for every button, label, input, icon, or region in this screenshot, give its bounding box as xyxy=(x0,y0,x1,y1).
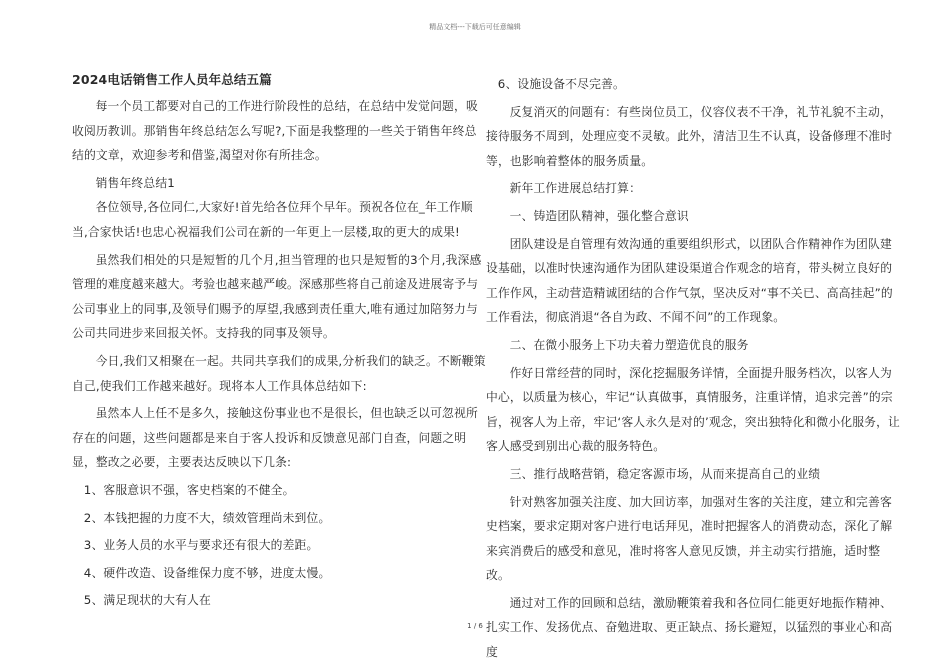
paragraph: 每一个员工都要对自己的工作进行阶段性的总结，在总结中发觉问题，吸收阅历教训。那销售年终总结怎么写呢?,下面是我整理的一些关于销售年终总结的文章，欢迎参考和借鉴,渴望对你有所挂念。 xyxy=(72,99,478,163)
list-item: 6、设施设备不尽完善。 xyxy=(497,77,625,91)
section-heading: 销售年终总结1 xyxy=(95,175,175,190)
paragraph: 通过对工作的回顾和总结，激励鞭策着我和各位同仁能更好地振作精神、扎实工作、发扬优点、奋勉进取、更正缺点、扬长避短，以猛烈的事业心和高度 xyxy=(486,595,893,660)
section-heading: 三、推行战略营销，稳定客源市场，从而来提高自己的业绩 xyxy=(509,466,821,481)
section-heading: 二、在微小服务上下功夫着力塑造优良的服务 xyxy=(509,337,749,352)
page-number: 1 / 6 xyxy=(467,622,483,630)
paragraph: 虽然本人上任不是多久，接触这份事业也不是很长，但也缺乏以可忽视所存在的问题，这些问题都是来自于客人投诉和反馈意见部门自查，问题之明显，整改之必要，主要表达反映以下几条: xyxy=(72,406,478,470)
right-column xyxy=(486,72,901,665)
list-item: 1、客服意识不强，客史档案的不健全。 xyxy=(83,482,295,497)
paragraph: 反复消灭的问题有：有些岗位员工，仪容仪表不干净，礼节礼貌不主动，接待服务不周到，处理应变不灵敏。此外，清洁卫生不认真，设备修理不准时等，也影响着整体的服务质量。 xyxy=(486,104,893,168)
header-note: 精品文档---下载后可任意编辑 xyxy=(429,23,521,31)
list-item: 5、满足现状的大有人在 xyxy=(83,593,211,608)
paragraph: 团队建设是自管理有效沟通的重要组织形式，以团队合作精神作为团队建设基础，以准时快速沟通作为团队建设渠道合作观念的培育，带头树立良好的工作作风，主动营造精诚团结的合作气氛，坚决反对“事不关已、高高挂起”的工作看法，彻底消退“各自为政、不闻不问”的工作现象。 xyxy=(486,236,893,325)
left-column xyxy=(72,66,487,613)
paragraph: 新年工作进展总结打算： xyxy=(509,181,642,196)
section-heading: 一、铸造团队精神，强化整合意识 xyxy=(509,208,689,223)
list-item: 2、本钱把握的力度不大，绩效管理尚未到位。 xyxy=(83,510,331,525)
paragraph: 针对熟客加强关注度、加大回访率，加强对生客的关注度，建立和完善客史档案，要求定期对客户进行电话拜见，准时把握客人的消费动态，深化了解来宾消费后的感受和意见，准时将客人意见反馈，并主动实行措施，适时整改。 xyxy=(486,494,893,583)
document-title: 2024电话销售工作人员年总结五篇 xyxy=(72,72,272,87)
paragraph: 作好日常经营的同时，深化挖掘服务详情，全面提升服务档次，以客人为中心，以质量为核心，牢记“认真做事，真情服务，注重详情，追求完善”的宗旨，视客人为上帝，牢记‘客人永久是对的’观念，突出独特化和微小化服务，让客人感受到别出心裁的服务特色。 xyxy=(486,365,900,454)
list-item: 4、硬件改造、设备维保力度不够，进度太慢。 xyxy=(83,565,331,580)
paragraph: 各位领导,各位同仁,大家好!首先给各位拜个早年。预祝各位在_年工作顺当,合家快话!也忠心祝福我们公司在新的一年更上一层楼,取的更大的成果! xyxy=(72,200,473,239)
paragraph: 今日,我们又相聚在一起。共同共享我们的成果,分析我们的缺乏。不断鞭策自己,使我们工作越来越好。现将本人工作具体总结如下: xyxy=(72,353,486,393)
list-item: 3、业务人员的水平与要求还有很大的差距。 xyxy=(83,538,319,553)
paragraph: 虽然我们相处的只是短暂的几个月,担当管理的也只是短暂的3个月,我深感管理的难度越来越大。考验也越来越严峻。深感那些将自己前途及进展寄予与公司事业上的同事,及领导们赐予的厚望,我感到责任重大,唯有通过加陪努力与公司共同进步来回报关怀。支持我的同事及领导。 xyxy=(72,252,482,341)
